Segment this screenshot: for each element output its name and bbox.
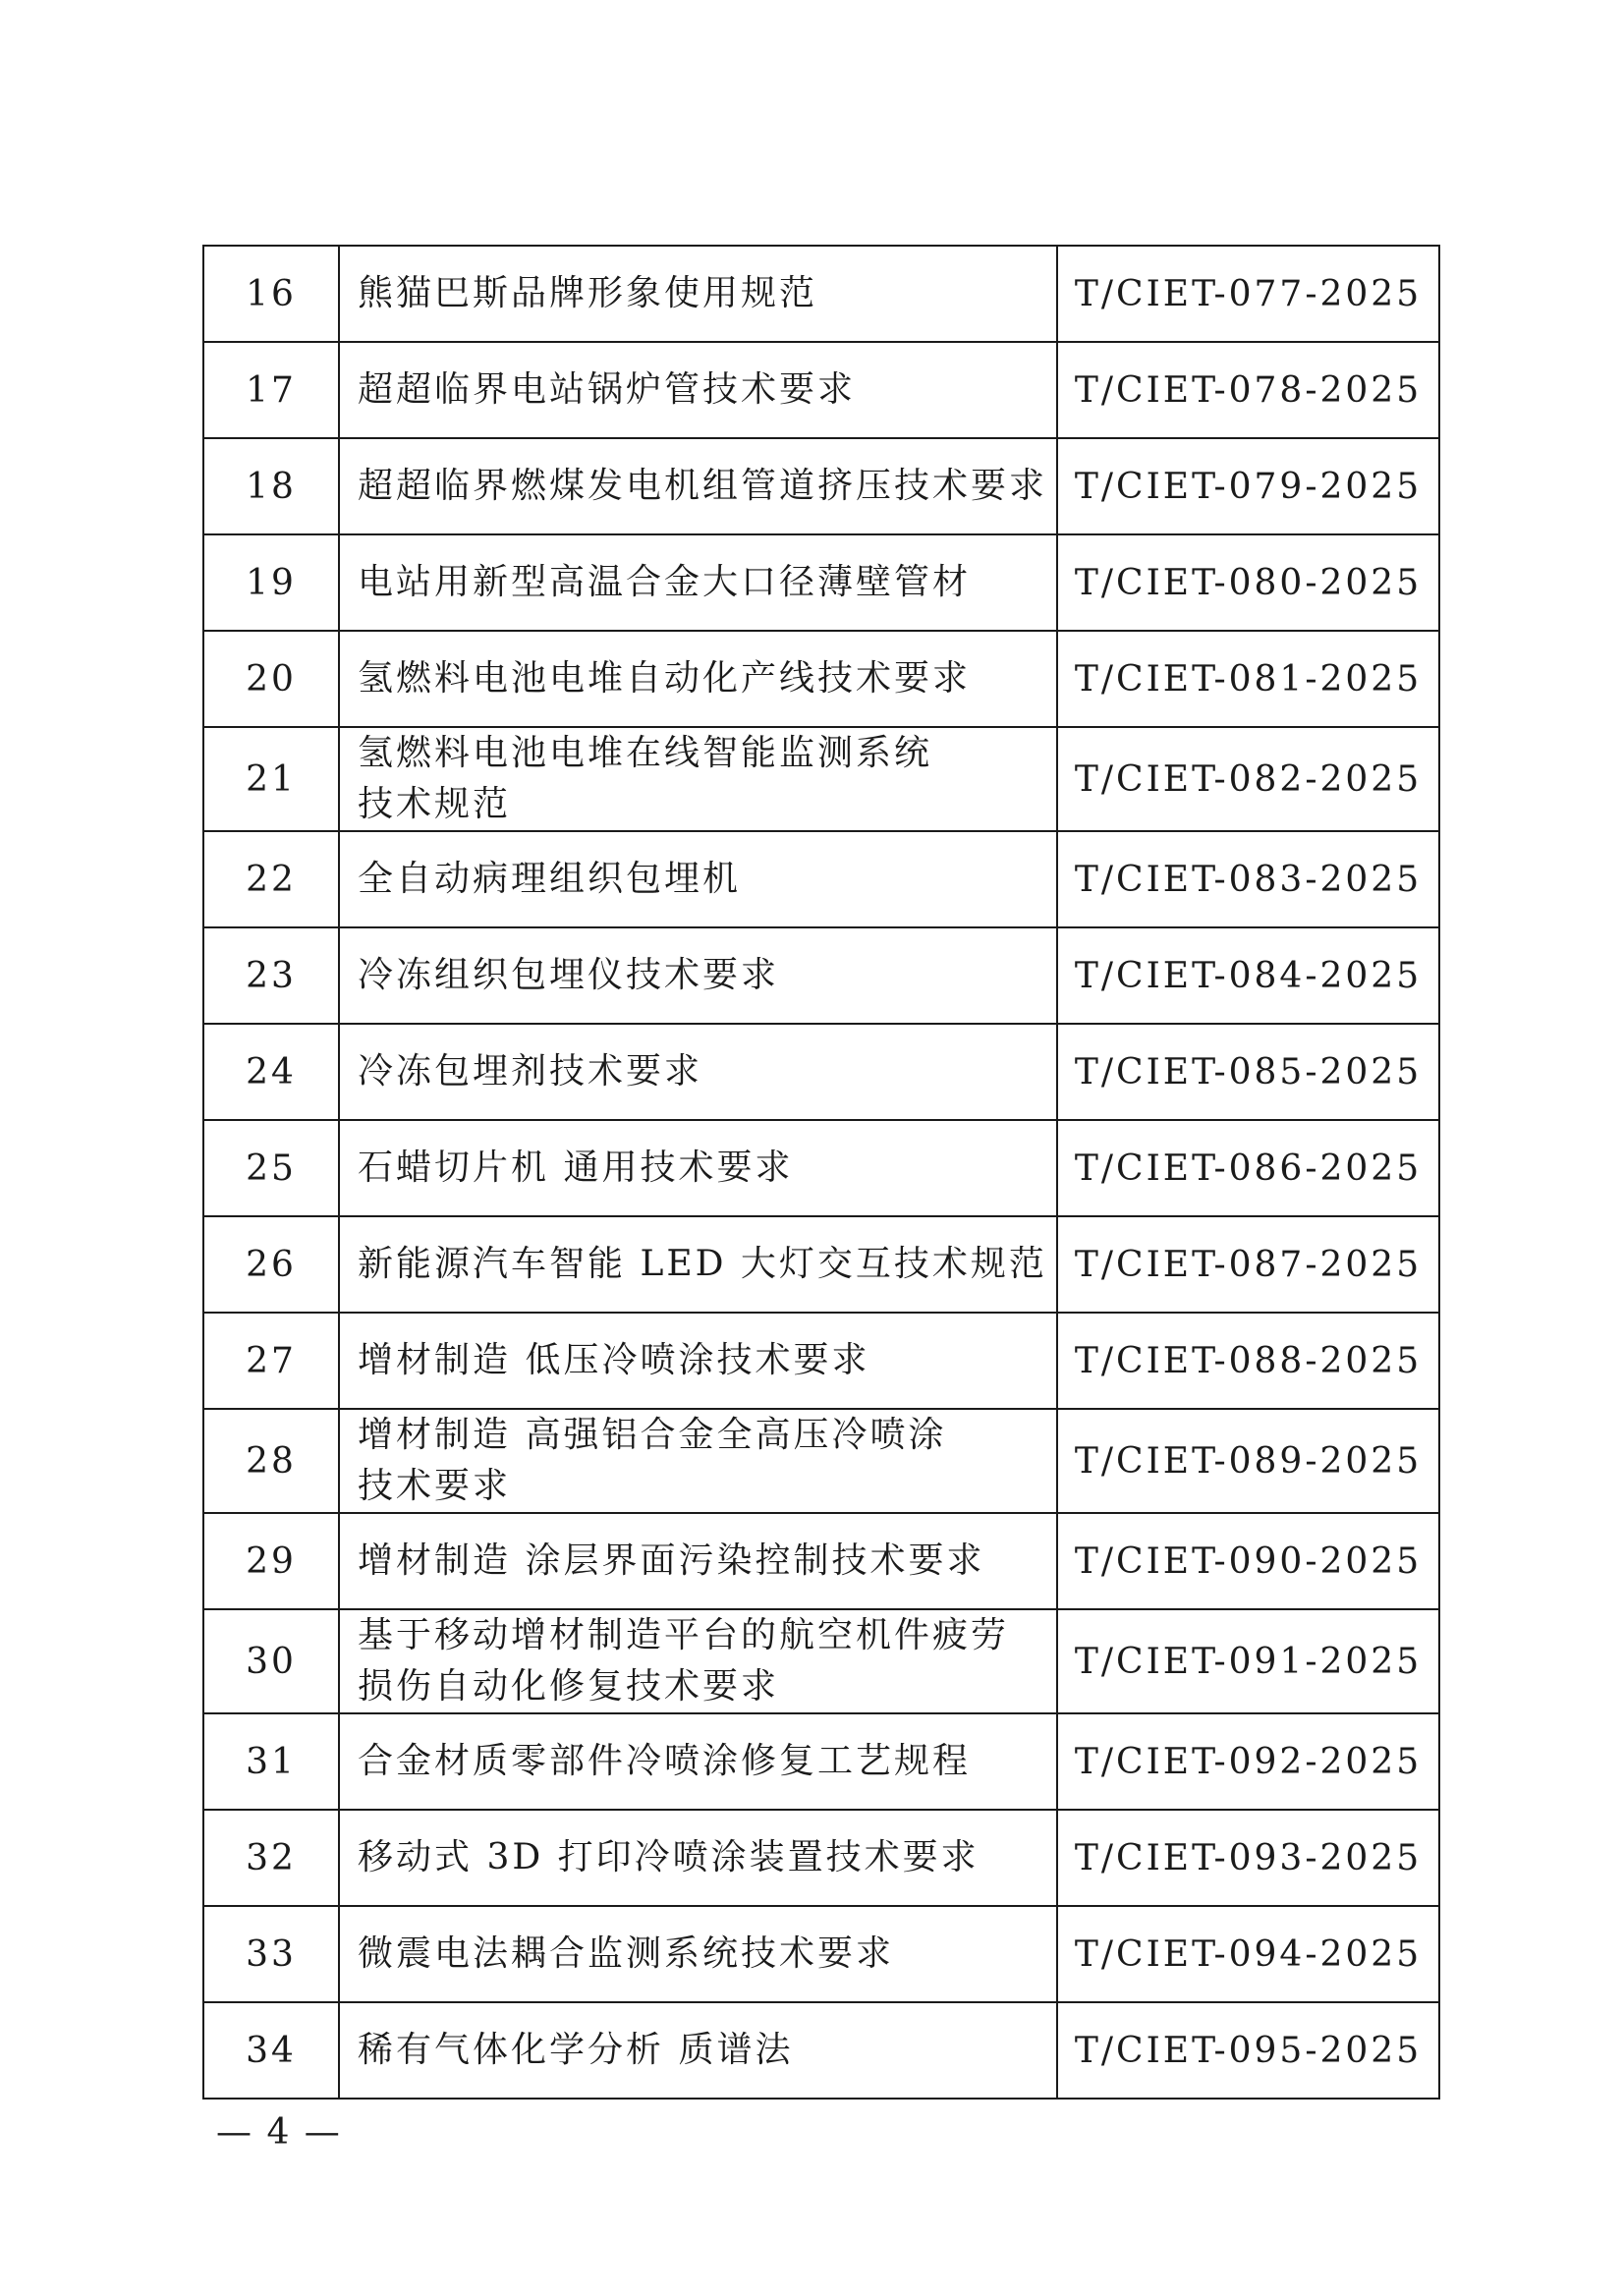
standard-name: 稀有气体化学分析 质谱法 <box>339 2002 1057 2099</box>
row-number: 32 <box>203 1810 339 1906</box>
row-number: 29 <box>203 1513 339 1609</box>
row-number: 24 <box>203 1024 339 1120</box>
standard-code: T/CIET-080-2025 <box>1057 534 1439 631</box>
table-row <box>203 1216 1439 1313</box>
table-row <box>203 1024 1439 1120</box>
standard-code: T/CIET-081-2025 <box>1057 631 1439 727</box>
table-row <box>203 438 1439 534</box>
row-number: 31 <box>203 1713 339 1810</box>
table-row <box>203 1713 1439 1810</box>
standard-name: 合金材质零部件冷喷涂修复工艺规程 <box>339 1713 1057 1810</box>
page-number: — 4 — <box>216 2112 342 2153</box>
standard-name: 全自动病理组织包埋机 <box>339 831 1057 927</box>
table-row <box>203 831 1439 927</box>
row-number: 26 <box>203 1216 339 1313</box>
table-row <box>203 1810 1439 1906</box>
standard-name: 电站用新型高温合金大口径薄壁管材 <box>339 534 1057 631</box>
table-row <box>203 342 1439 438</box>
table-row <box>203 927 1439 1024</box>
standard-name: 增材制造 涂层界面污染控制技术要求 <box>339 1513 1057 1609</box>
row-number: 16 <box>203 246 339 342</box>
standard-code: T/CIET-083-2025 <box>1057 831 1439 927</box>
row-number: 28 <box>203 1409 339 1513</box>
table-row <box>203 534 1439 631</box>
standard-code: T/CIET-078-2025 <box>1057 342 1439 438</box>
row-number: 34 <box>203 2002 339 2099</box>
row-number: 30 <box>203 1609 339 1713</box>
standard-name: 微震电法耦合监测系统技术要求 <box>339 1906 1057 2002</box>
table-row <box>203 2002 1439 2099</box>
standards-table <box>202 245 1440 2100</box>
standard-code: T/CIET-091-2025 <box>1057 1609 1439 1713</box>
row-number: 27 <box>203 1313 339 1409</box>
table-row <box>203 1120 1439 1216</box>
standard-name: 氢燃料电池电堆在线智能监测系统 技术规范 <box>339 727 1057 831</box>
standard-name: 移动式 3D 打印冷喷涂装置技术要求 <box>339 1810 1057 1906</box>
standard-name: 熊猫巴斯品牌形象使用规范 <box>339 246 1057 342</box>
row-number: 19 <box>203 534 339 631</box>
standard-code: T/CIET-084-2025 <box>1057 927 1439 1024</box>
standard-code: T/CIET-079-2025 <box>1057 438 1439 534</box>
table-row <box>203 1906 1439 2002</box>
standard-code: T/CIET-087-2025 <box>1057 1216 1439 1313</box>
row-number: 22 <box>203 831 339 927</box>
row-number: 21 <box>203 727 339 831</box>
row-number: 23 <box>203 927 339 1024</box>
standard-code: T/CIET-086-2025 <box>1057 1120 1439 1216</box>
standard-name: 增材制造 低压冷喷涂技术要求 <box>339 1313 1057 1409</box>
standard-name: 冷冻包埋剂技术要求 <box>339 1024 1057 1120</box>
standard-name: 增材制造 高强铝合金全高压冷喷涂 技术要求 <box>339 1409 1057 1513</box>
standard-name: 基于移动增材制造平台的航空机件疲劳 损伤自动化修复技术要求 <box>339 1609 1057 1713</box>
standard-code: T/CIET-095-2025 <box>1057 2002 1439 2099</box>
standard-name: 氢燃料电池电堆自动化产线技术要求 <box>339 631 1057 727</box>
standard-name: 新能源汽车智能 LED 大灯交互技术规范 <box>339 1216 1057 1313</box>
standard-code: T/CIET-077-2025 <box>1057 246 1439 342</box>
table-row <box>203 1513 1439 1609</box>
standard-name: 冷冻组织包埋仪技术要求 <box>339 927 1057 1024</box>
standard-name: 超超临界燃煤发电机组管道挤压技术要求 <box>339 438 1057 534</box>
table-row <box>203 1609 1439 1713</box>
table-row <box>203 1313 1439 1409</box>
standard-code: T/CIET-082-2025 <box>1057 727 1439 831</box>
table-row <box>203 727 1439 831</box>
table-row <box>203 631 1439 727</box>
standard-code: T/CIET-088-2025 <box>1057 1313 1439 1409</box>
row-number: 20 <box>203 631 339 727</box>
table-row <box>203 246 1439 342</box>
standard-name: 超超临界电站锅炉管技术要求 <box>339 342 1057 438</box>
standard-code: T/CIET-089-2025 <box>1057 1409 1439 1513</box>
standard-code: T/CIET-094-2025 <box>1057 1906 1439 2002</box>
standard-code: T/CIET-085-2025 <box>1057 1024 1439 1120</box>
row-number: 17 <box>203 342 339 438</box>
standard-code: T/CIET-092-2025 <box>1057 1713 1439 1810</box>
standard-name: 石蜡切片机 通用技术要求 <box>339 1120 1057 1216</box>
row-number: 18 <box>203 438 339 534</box>
table-row <box>203 1409 1439 1513</box>
standard-code: T/CIET-090-2025 <box>1057 1513 1439 1609</box>
row-number: 25 <box>203 1120 339 1216</box>
standard-code: T/CIET-093-2025 <box>1057 1810 1439 1906</box>
row-number: 33 <box>203 1906 339 2002</box>
